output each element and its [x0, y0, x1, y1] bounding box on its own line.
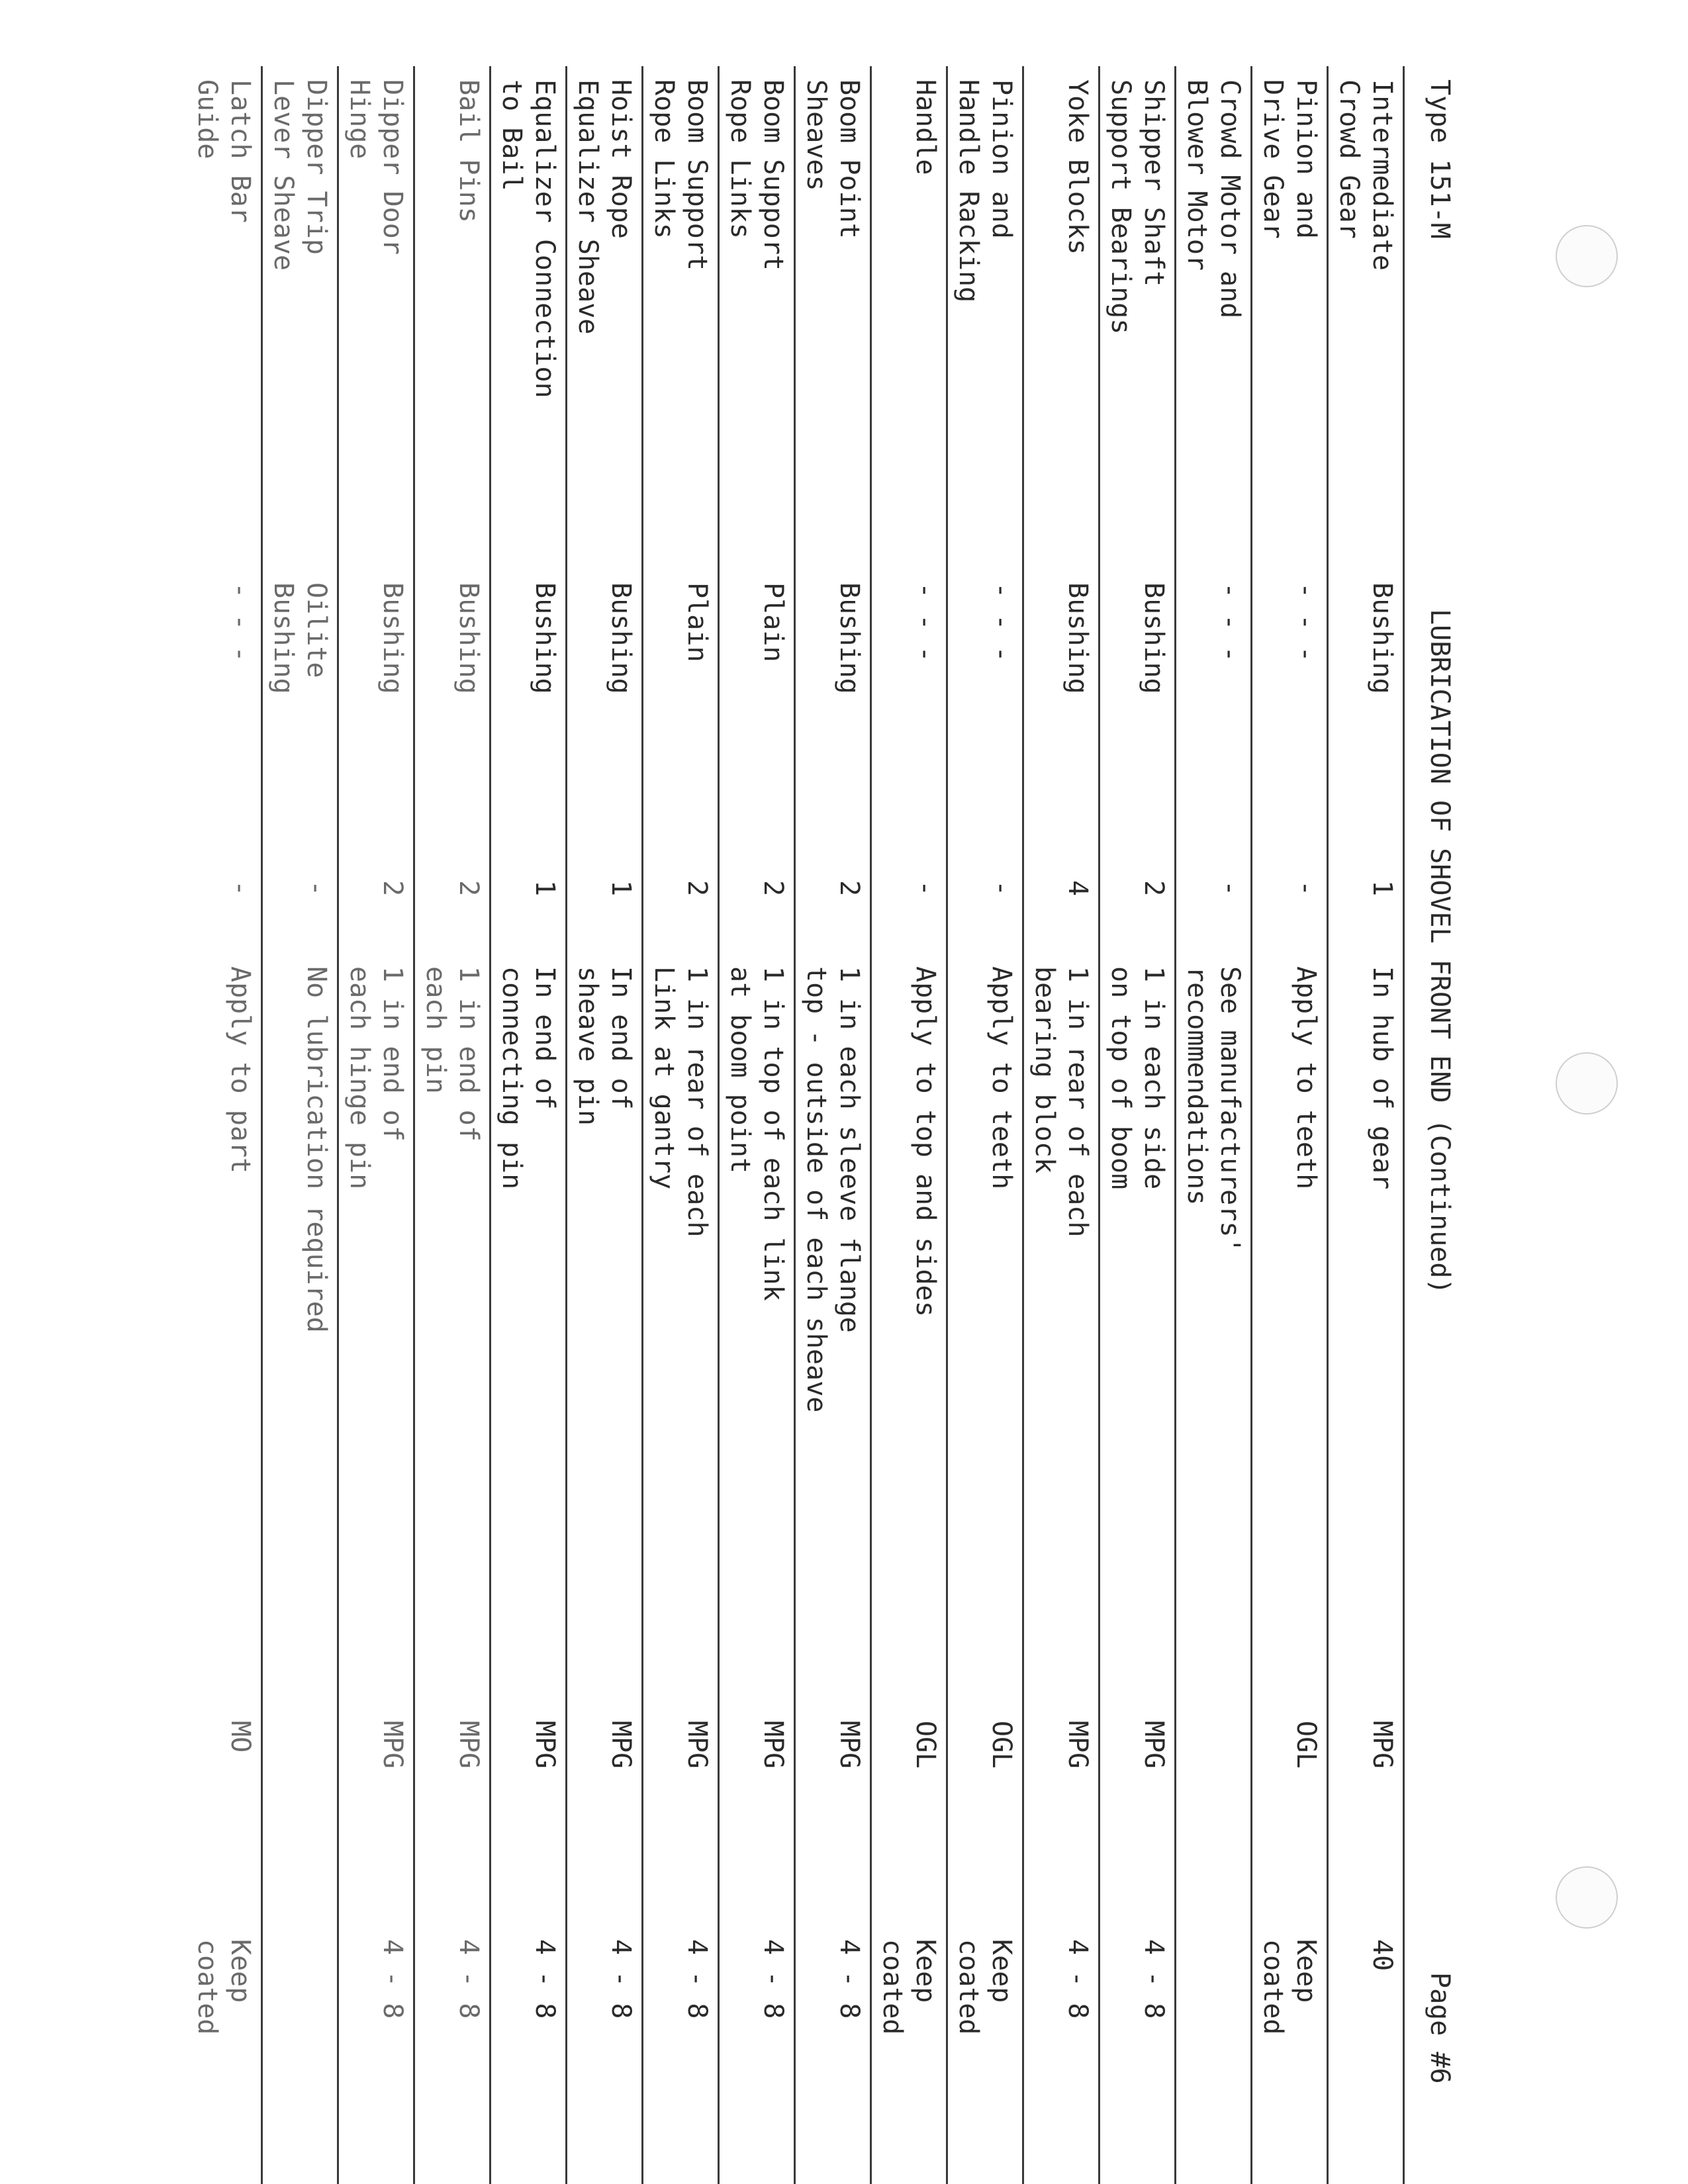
bearing-type: Bushing	[1062, 582, 1093, 694]
point-count: -	[910, 880, 941, 897]
frequency: Keep coated	[192, 1939, 256, 2035]
frequency: 40	[1367, 1939, 1397, 1972]
part-name: Pinion and Handle Racking	[953, 79, 1017, 303]
lubrication-points: In hub of gear	[1367, 966, 1397, 1190]
frequency: Keep coated	[953, 1939, 1017, 2035]
part-name: Intermediate Crowd Gear	[1334, 79, 1397, 271]
lubrication-points: In end of sheave pin	[573, 966, 636, 1126]
lubricant: MPG	[453, 1721, 484, 1769]
lubricant: OGL	[1291, 1721, 1321, 1769]
table-row	[872, 66, 948, 2184]
lubricant: MPG	[682, 1721, 712, 1769]
bearing-type: Bushing	[1367, 582, 1397, 694]
bearing-type: - - -	[1291, 582, 1321, 662]
part-name: Equalizer Connection to Bail	[496, 79, 560, 398]
frequency: Keep coated	[1258, 1939, 1321, 2035]
table-row	[1329, 66, 1405, 2184]
point-count: 2	[758, 880, 788, 897]
part-name: Latch Bar Guide	[192, 79, 256, 223]
machine-type-label: Type 151-M	[1425, 79, 1455, 239]
point-count: 4	[1062, 880, 1093, 897]
point-count: 2	[377, 880, 408, 897]
part-name: Bail Pins	[453, 79, 484, 223]
part-name: Pinion and Drive Gear	[1258, 79, 1321, 239]
lubricant: MPG	[834, 1721, 865, 1769]
bearing-type: Bushing	[377, 582, 408, 694]
lubricant: OGL	[910, 1721, 941, 1769]
bearing-type: Bushing	[606, 582, 636, 694]
frequency: 4 - 8	[1139, 1939, 1169, 2019]
lubrication-points: See manufacturers' recommendations	[1182, 966, 1245, 1253]
table-row	[1252, 66, 1329, 2184]
lubricant: MPG	[606, 1721, 636, 1769]
bearing-type: Bushing	[1139, 582, 1169, 694]
table-row	[339, 66, 415, 2184]
part-name: Boom Support Rope Links	[649, 79, 712, 271]
part-name: Shipper Shaft Support Bearings	[1105, 79, 1169, 335]
table-row	[720, 66, 796, 2184]
point-count: 2	[453, 880, 484, 897]
frequency: Keep coated	[877, 1939, 941, 2035]
table-row	[1176, 66, 1252, 2184]
table-row	[187, 66, 263, 2184]
lubricant: MPG	[1139, 1721, 1169, 1769]
lubrication-points: 1 in each sleeve flange top - outside of each sheave	[801, 966, 865, 1413]
point-count: 2	[1139, 880, 1169, 897]
point-count: -	[225, 880, 256, 897]
table-row	[567, 66, 643, 2184]
part-name: Dipper Trip Lever Sheave	[268, 79, 332, 271]
lubricant: MPG	[377, 1721, 408, 1769]
table-row	[1100, 66, 1176, 2184]
lubricant: MPG	[1062, 1721, 1093, 1769]
bearing-type: - - -	[986, 582, 1017, 662]
lubrication-points: No lubrication required	[301, 966, 332, 1333]
bearing-type: Bushing	[834, 582, 865, 694]
lubrication-points: 1 in end of each pin	[420, 966, 484, 1142]
lubricant: MO	[225, 1721, 256, 1753]
bearing-type: Plain	[682, 582, 712, 662]
frequency: 4 - 8	[530, 1939, 560, 2019]
frequency: 4 - 8	[453, 1939, 484, 2019]
point-count: 1	[1367, 880, 1397, 897]
table-row	[948, 66, 1024, 2184]
bearing-type: Bushing	[453, 582, 484, 694]
part-name: Hoist Rope Equalizer Sheave	[573, 79, 636, 335]
frequency: 4 - 8	[834, 1939, 865, 2019]
lubrication-points: Apply to teeth	[986, 966, 1017, 1190]
point-count: -	[1215, 880, 1245, 897]
lubrication-points: 1 in end of each hinge pin	[344, 966, 408, 1190]
point-count: 1	[606, 880, 636, 897]
bearing-type: - - -	[225, 582, 256, 662]
table-row	[491, 66, 567, 2184]
table-row	[796, 66, 872, 2184]
punch-hole-middle	[1556, 1052, 1618, 1115]
table-row	[643, 66, 720, 2184]
lubrication-points: 1 in each side on top of boom	[1105, 966, 1169, 1190]
punch-hole-top	[1556, 225, 1618, 287]
table-row	[415, 66, 491, 2184]
part-name: Boom Point Sheaves	[801, 79, 865, 239]
lubrication-points: 1 in rear of each bearing block	[1029, 966, 1093, 1238]
point-count: -	[301, 880, 332, 897]
bearing-type: Plain	[758, 582, 788, 662]
lubrication-points: Apply to teeth	[1291, 966, 1321, 1190]
bearing-type: Bushing	[530, 582, 560, 694]
lubricant: OGL	[986, 1721, 1017, 1769]
point-count: 2	[682, 880, 712, 897]
point-count: 1	[530, 880, 560, 897]
frequency: 4 - 8	[606, 1939, 636, 2019]
lubrication-points: 1 in rear of each Link at gantry	[649, 966, 712, 1238]
part-name: Handle	[910, 79, 941, 175]
bearing-type: Oilite Bushing	[268, 582, 332, 694]
lubrication-points: Apply to top and sides	[910, 966, 941, 1317]
frequency: 4 - 8	[758, 1939, 788, 2019]
lubricant: MPG	[1367, 1721, 1397, 1769]
table-row	[263, 66, 339, 2184]
rotated-document	[93, 66, 1456, 2184]
point-count: -	[1291, 880, 1321, 897]
lubricant: MPG	[758, 1721, 788, 1769]
part-name: Dipper Door Hinge	[344, 79, 408, 255]
part-name: Crowd Motor and Blower Motor	[1182, 79, 1245, 319]
document-title: LUBRICATION OF SHOVEL FRONT END (Continued)	[1425, 609, 1455, 1295]
point-count: 2	[834, 880, 865, 897]
lubrication-table	[187, 66, 1405, 2184]
bearing-type: - - -	[1215, 582, 1245, 662]
punch-hole-bottom	[1556, 1866, 1618, 1929]
table-row	[1024, 66, 1100, 2184]
point-count: -	[986, 880, 1017, 897]
part-name: Yoke Blocks	[1062, 79, 1093, 255]
lubrication-points: 1 in top of each link at boom point	[725, 966, 788, 1301]
frequency: 4 - 8	[1062, 1939, 1093, 2019]
lubricant: MPG	[530, 1721, 560, 1769]
frequency: 4 - 8	[682, 1939, 712, 2019]
frequency: 4 - 8	[377, 1939, 408, 2019]
lubrication-points: Apply to part	[225, 966, 256, 1174]
page-number: Page #6	[1425, 1972, 1455, 2084]
part-name: Boom Support Rope Links	[725, 79, 788, 271]
lubrication-points: In end of connecting pin	[496, 966, 560, 1190]
bearing-type: - - -	[910, 582, 941, 662]
